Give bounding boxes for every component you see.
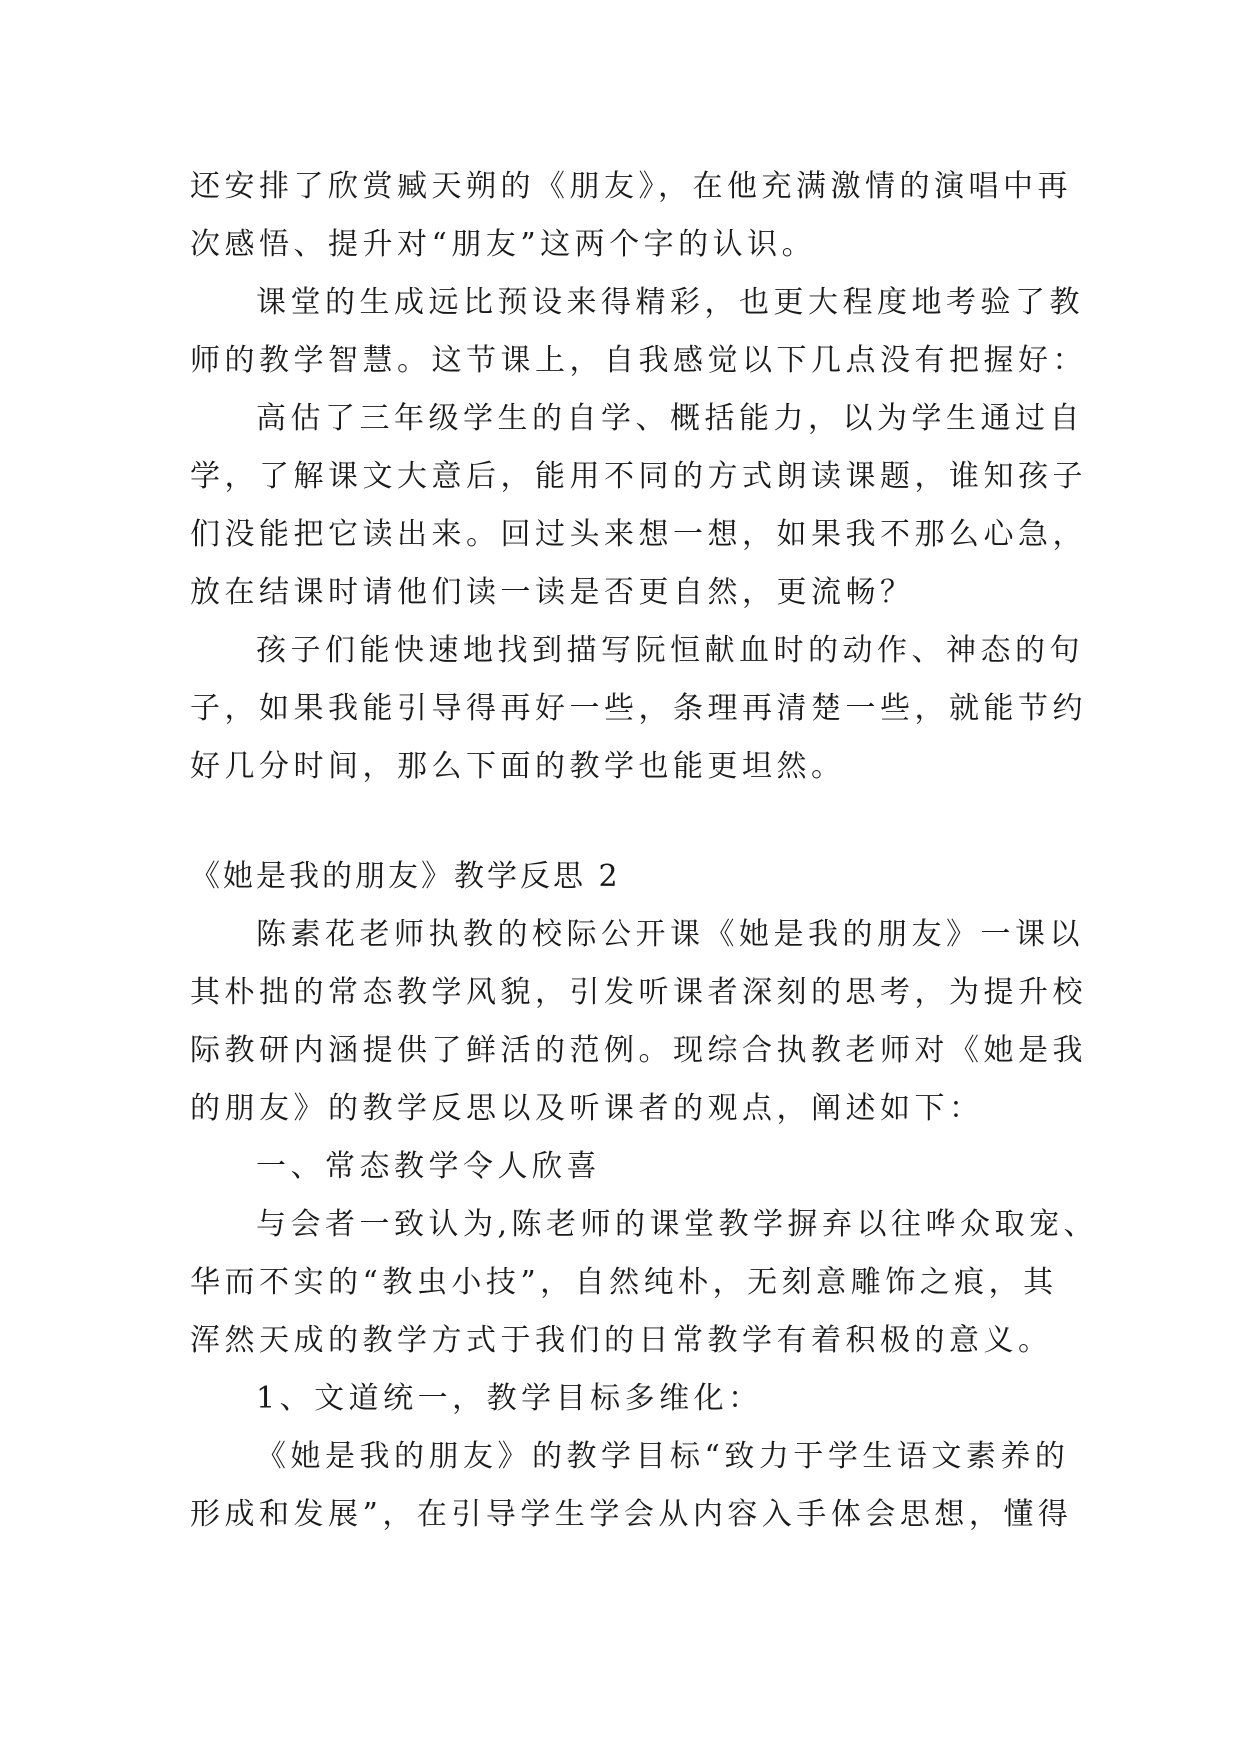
- body-line: 子，如果我能引导得再好一些，条理再清楚一些，就能节约: [190, 691, 1087, 726]
- body-line: 好几分时间，那么下面的教学也能更坦然。: [190, 749, 846, 784]
- document-body: [190, 158, 1099, 1544]
- body-line: 放在结课时请他们读一读是否更自然，更流畅？: [190, 575, 915, 610]
- section-spacer: [190, 796, 1052, 848]
- body-line: 浑然天成的教学方式于我们的日常教学有着积极的意义。: [190, 1323, 1053, 1358]
- body-line: 师的教学智慧。这节课上，自我感觉以下几点没有把握好：: [190, 343, 1087, 378]
- paragraph-start: 陈素花老师执教的校际公开课《她是我的朋友》一课以: [256, 917, 1084, 952]
- paragraph-start: 高估了三年级学生的自学、概括能力，以为学生通过自: [256, 401, 1084, 436]
- body-line: 华而不实的“教虫小技”，自然纯朴，无刻意雕饰之痕，其: [190, 1265, 1058, 1300]
- paragraph-start: 与会者一致认为,陈老师的课堂教学摒弃以往哗众取宠、: [256, 1207, 1099, 1242]
- body-line: 的朋友》的教学反思以及听课者的观点，阐述如下：: [190, 1091, 984, 1126]
- body-line: 其朴拙的常态教学风貌，引发听课者深刻的思考，为提升校: [190, 975, 1087, 1010]
- body-line: 学，了解课文大意后，能用不同的方式朗读课题，谁知孩子: [190, 459, 1087, 494]
- subheading: 1、文道统一，教学目标多维化：: [256, 1381, 763, 1416]
- body-line: 次感悟、提升对“朋友”这两个字的认识。: [190, 227, 817, 262]
- paragraph-start: 课堂的生成远比预设来得精彩，也更大程度地考验了教: [256, 285, 1084, 320]
- body-line: 际教研内涵提供了鲜活的范例。现综合执教老师对《她是我: [190, 1033, 1087, 1068]
- subheading: 一、常态教学令人欣喜: [256, 1149, 601, 1184]
- body-line: 还安排了欣赏臧天朔的《朋友》，在他充满激情的演唱中再: [190, 169, 1072, 204]
- paragraph-start: 孩子们能快速地找到描写阮恒献血时的动作、神态的句: [256, 633, 1084, 668]
- section-title: 《她是我的朋友》教学反思 2: [190, 859, 621, 894]
- body-line: 形成和发展”，在引导学生学会从内容入手体会思想，懂得: [190, 1497, 1073, 1532]
- body-line: 们没能把它读出来。回过头来想一想，如果我不那么心急，: [190, 517, 1087, 552]
- paragraph-start: 《她是我的朋友》的教学目标“致力于学生语文素养的: [256, 1439, 1070, 1474]
